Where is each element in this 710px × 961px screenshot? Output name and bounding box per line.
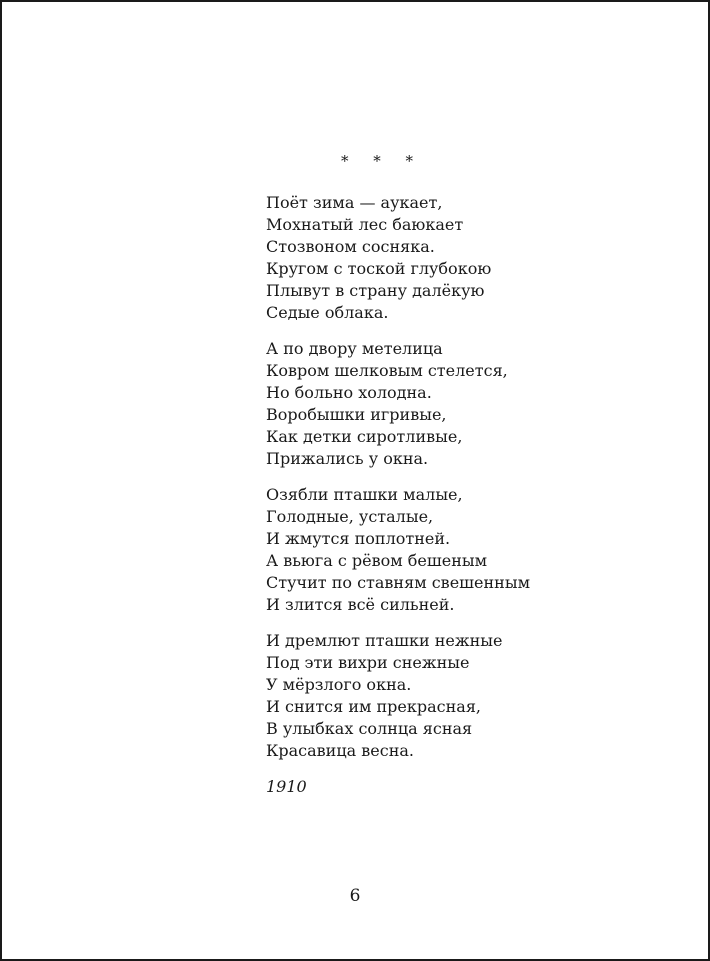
poem-line: И злится всё сильней. xyxy=(266,595,455,614)
poem-line: Ковром шелковым стелется, xyxy=(266,361,508,380)
poem-line: Стучит по ставням свешенным xyxy=(266,573,531,592)
poem-line: И жмутся поплотней. xyxy=(266,529,451,548)
poem-line: У мёрзлого окна. xyxy=(266,675,412,694)
poem-line: Кругом с тоской глубокою xyxy=(266,259,492,278)
section-ornament: * * * xyxy=(341,152,424,170)
poem-line: А вьюга с рёвом бешеным xyxy=(266,551,488,570)
page-number: 6 xyxy=(349,886,361,906)
poem-line: И дремлют пташки нежные xyxy=(266,631,503,650)
poem-line: Под эти вихри снежные xyxy=(266,653,470,672)
poem-line: Голодные, усталые, xyxy=(266,507,434,526)
poem-line: Озябли пташки малые, xyxy=(266,485,463,504)
poem-line: Воробышки игривые, xyxy=(266,405,447,424)
poem-line: А по двору метелица xyxy=(266,339,443,358)
poem-line: В улыбках солнца ясная xyxy=(266,719,473,738)
poem-line: Мохнатый лес баюкает xyxy=(266,215,464,234)
poem-line: Стозвоном сосняка. xyxy=(266,237,435,256)
stanza-2 xyxy=(266,338,530,470)
poem-line: Плывут в страну далёкую xyxy=(266,281,485,300)
poem-body xyxy=(266,192,530,776)
poem-year: 1910 xyxy=(266,777,307,796)
poem-line: Прижались у окна. xyxy=(266,449,429,468)
poem-line: Красавица весна. xyxy=(266,741,414,760)
poem-line: Поёт зима — аукает, xyxy=(266,193,443,212)
poem-line: Седые облака. xyxy=(266,303,389,322)
stanza-3 xyxy=(266,484,530,616)
poem-line: Но больно холодна. xyxy=(266,383,432,402)
stanza-4 xyxy=(266,630,530,762)
poem-line: Как детки сиротливые, xyxy=(266,427,463,446)
stanza-1 xyxy=(266,192,530,324)
poem-line: И снится им прекрасная, xyxy=(266,697,482,716)
